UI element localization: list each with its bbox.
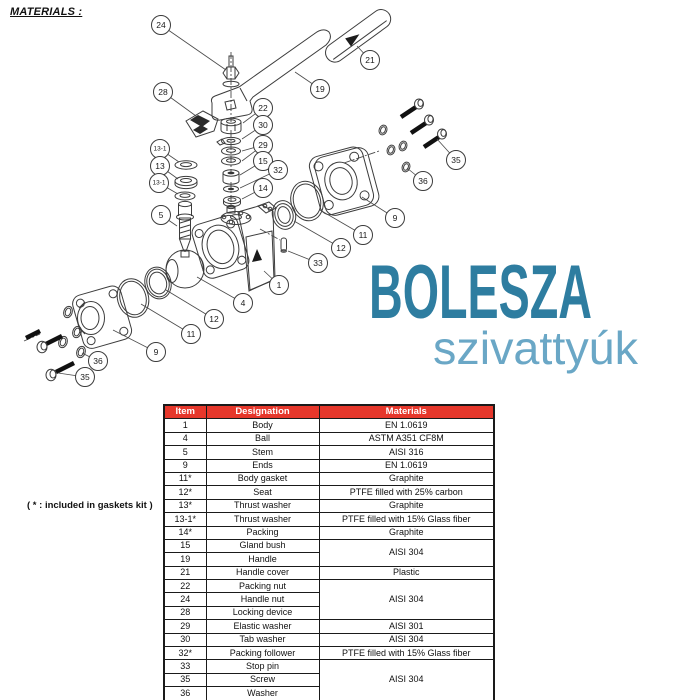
gasket-right [286, 178, 327, 225]
svg-text:13: 13 [155, 161, 165, 171]
cell-item: 14* [164, 526, 206, 539]
cell-designation: Stop pin [206, 660, 319, 673]
svg-text:15: 15 [258, 156, 268, 166]
svg-text:5: 5 [158, 210, 164, 220]
svg-text:32: 32 [273, 165, 283, 175]
balloon-9 [113, 330, 166, 362]
cell-item: 15 [164, 539, 206, 552]
balloon-9 [362, 197, 405, 228]
svg-text:35: 35 [80, 372, 90, 382]
cell-designation: Handle cover [206, 566, 319, 579]
cell-item: 29 [164, 620, 206, 633]
svg-text:9: 9 [153, 347, 159, 357]
cell-designation: Stem [206, 446, 319, 459]
cell-item: 21 [164, 566, 206, 579]
cell-item: 4 [164, 432, 206, 445]
cell-material: PTFE filled with 25% carbon [319, 486, 494, 499]
balloon-15 [240, 152, 273, 176]
balloon-12 [294, 221, 351, 258]
balloon-33 [288, 251, 328, 273]
cell-designation: Locking device [206, 606, 319, 619]
cell-material: Graphite [319, 499, 494, 512]
balloon-21 [357, 46, 380, 70]
screws-washers-top-right [378, 99, 447, 173]
svg-text:4: 4 [240, 298, 246, 308]
header-designation: Designation [206, 405, 319, 419]
svg-text:13-1: 13-1 [152, 179, 166, 187]
flange-right [307, 143, 381, 218]
cell-item: 24 [164, 593, 206, 606]
balloon-11 [320, 210, 373, 245]
svg-text:33: 33 [313, 258, 323, 268]
thrust-washers [175, 161, 197, 200]
svg-text:36: 36 [418, 176, 428, 186]
cell-item: 22 [164, 580, 206, 593]
cell-material: AISI 304 [319, 539, 494, 566]
cell-designation: Handle [206, 553, 319, 566]
table-row [164, 459, 494, 472]
cell-designation: Ends [206, 459, 319, 472]
svg-text:9: 9 [392, 213, 398, 223]
table-row [164, 539, 494, 552]
cell-item: 13-1* [164, 513, 206, 526]
cell-designation: Body [206, 419, 319, 432]
svg-text:13-1: 13-1 [153, 145, 167, 153]
cell-item: 13* [164, 499, 206, 512]
balloon-5 [152, 206, 178, 227]
svg-text:29: 29 [258, 140, 268, 150]
table-row [164, 580, 494, 593]
cell-item: 19 [164, 553, 206, 566]
table-row [164, 472, 494, 485]
stop-pin [281, 238, 287, 252]
svg-text:19: 19 [315, 84, 325, 94]
cell-material: AISI 316 [319, 446, 494, 459]
locking-device [186, 111, 218, 137]
cell-item: 9 [164, 459, 206, 472]
cell-material: Graphite [319, 472, 494, 485]
header-materials: Materials [319, 405, 494, 419]
svg-text:14: 14 [258, 183, 268, 193]
balloon-11 [141, 304, 201, 344]
logo-tagline: szivattyúk [433, 322, 640, 374]
table-row [164, 486, 494, 499]
svg-text:21: 21 [365, 55, 375, 65]
balloon-14 [242, 179, 273, 200]
cell-designation: Body gasket [206, 472, 319, 485]
svg-text:11: 11 [358, 230, 368, 240]
svg-text:22: 22 [258, 103, 268, 113]
cell-designation: Thrust washer [206, 499, 319, 512]
table-row [164, 660, 494, 673]
cell-material: PTFE filled with 15% Glass fiber [319, 513, 494, 526]
balloon-19 [295, 72, 330, 99]
logo-bolesza: BOLESZA [369, 250, 592, 335]
cell-designation: Gland bush [206, 539, 319, 552]
cell-item: 11* [164, 472, 206, 485]
cell-material: EN 1.0619 [319, 419, 494, 432]
table-row [164, 499, 494, 512]
cell-designation: Thrust washer [206, 513, 319, 526]
cell-material: Plastic [319, 566, 494, 579]
table-row [164, 432, 494, 445]
valve-body [190, 202, 276, 291]
flange-left [70, 284, 133, 351]
balloon-30 [242, 116, 273, 140]
cell-designation: Seat [206, 486, 319, 499]
cell-material: Graphite [319, 526, 494, 539]
cell-material: AISI 301 [319, 620, 494, 633]
cell-item: 35 [164, 673, 206, 686]
logo [369, 250, 639, 374]
cell-item: 28 [164, 606, 206, 619]
materials-heading: MATERIALS : [10, 6, 83, 18]
cell-item: 36 [164, 687, 206, 700]
cell-item: 1 [164, 419, 206, 432]
balloon-13-1 [150, 174, 179, 195]
cell-designation: Packing nut [206, 580, 319, 593]
balloon-24 [152, 16, 227, 71]
table-row [164, 513, 494, 526]
table-row [164, 633, 494, 646]
table-row [164, 419, 494, 432]
table-row [164, 566, 494, 579]
cell-designation: Tab washer [206, 633, 319, 646]
cell-material: EN 1.0619 [319, 459, 494, 472]
cell-material: AISI 304 [319, 660, 494, 700]
cell-material: AISI 304 [319, 580, 494, 620]
svg-text:35: 35 [451, 155, 461, 165]
table-row [164, 526, 494, 539]
cell-item: 33 [164, 660, 206, 673]
cell-designation: Packing follower [206, 647, 319, 660]
table-row [164, 446, 494, 459]
svg-text:11: 11 [186, 329, 196, 339]
cell-item: 32* [164, 647, 206, 660]
cell-designation: Handle nut [206, 593, 319, 606]
balloon-12 [166, 290, 224, 329]
cell-designation: Packing [206, 526, 319, 539]
svg-text:30: 30 [258, 120, 268, 130]
balloon-35 [437, 139, 466, 170]
balloon-28 [154, 83, 197, 117]
svg-text:24: 24 [156, 20, 166, 30]
svg-text:12: 12 [336, 243, 346, 253]
cell-material: PTFE filled with 15% Glass fiber [319, 647, 494, 660]
cell-item: 30 [164, 633, 206, 646]
cell-item: 5 [164, 446, 206, 459]
svg-text:36: 36 [93, 356, 103, 366]
ball [166, 250, 204, 288]
body-triangle-mark [252, 249, 262, 262]
stem [177, 201, 194, 251]
tab-washer [217, 137, 241, 145]
table-row [164, 620, 494, 633]
cell-material: AISI 304 [319, 633, 494, 646]
balloon-36 [407, 168, 433, 191]
cell-designation: Screw [206, 673, 319, 686]
gaskets-kit-note: ( * : included in gaskets kit ) [27, 500, 153, 511]
cell-designation: Ball [206, 432, 319, 445]
cell-item: 12* [164, 486, 206, 499]
balloon-4 [197, 277, 253, 313]
cell-material: ASTM A351 CF8M [319, 432, 494, 445]
svg-text:28: 28 [158, 87, 168, 97]
cell-designation: Washer [206, 687, 319, 700]
cell-designation: Elastic washer [206, 620, 319, 633]
table-row [164, 647, 494, 660]
materials-table [163, 404, 495, 700]
handle-cover [322, 6, 395, 66]
header-item: Item [164, 405, 206, 419]
table-header-row [164, 405, 494, 419]
svg-text:12: 12 [209, 314, 219, 324]
svg-text:1: 1 [276, 280, 282, 290]
